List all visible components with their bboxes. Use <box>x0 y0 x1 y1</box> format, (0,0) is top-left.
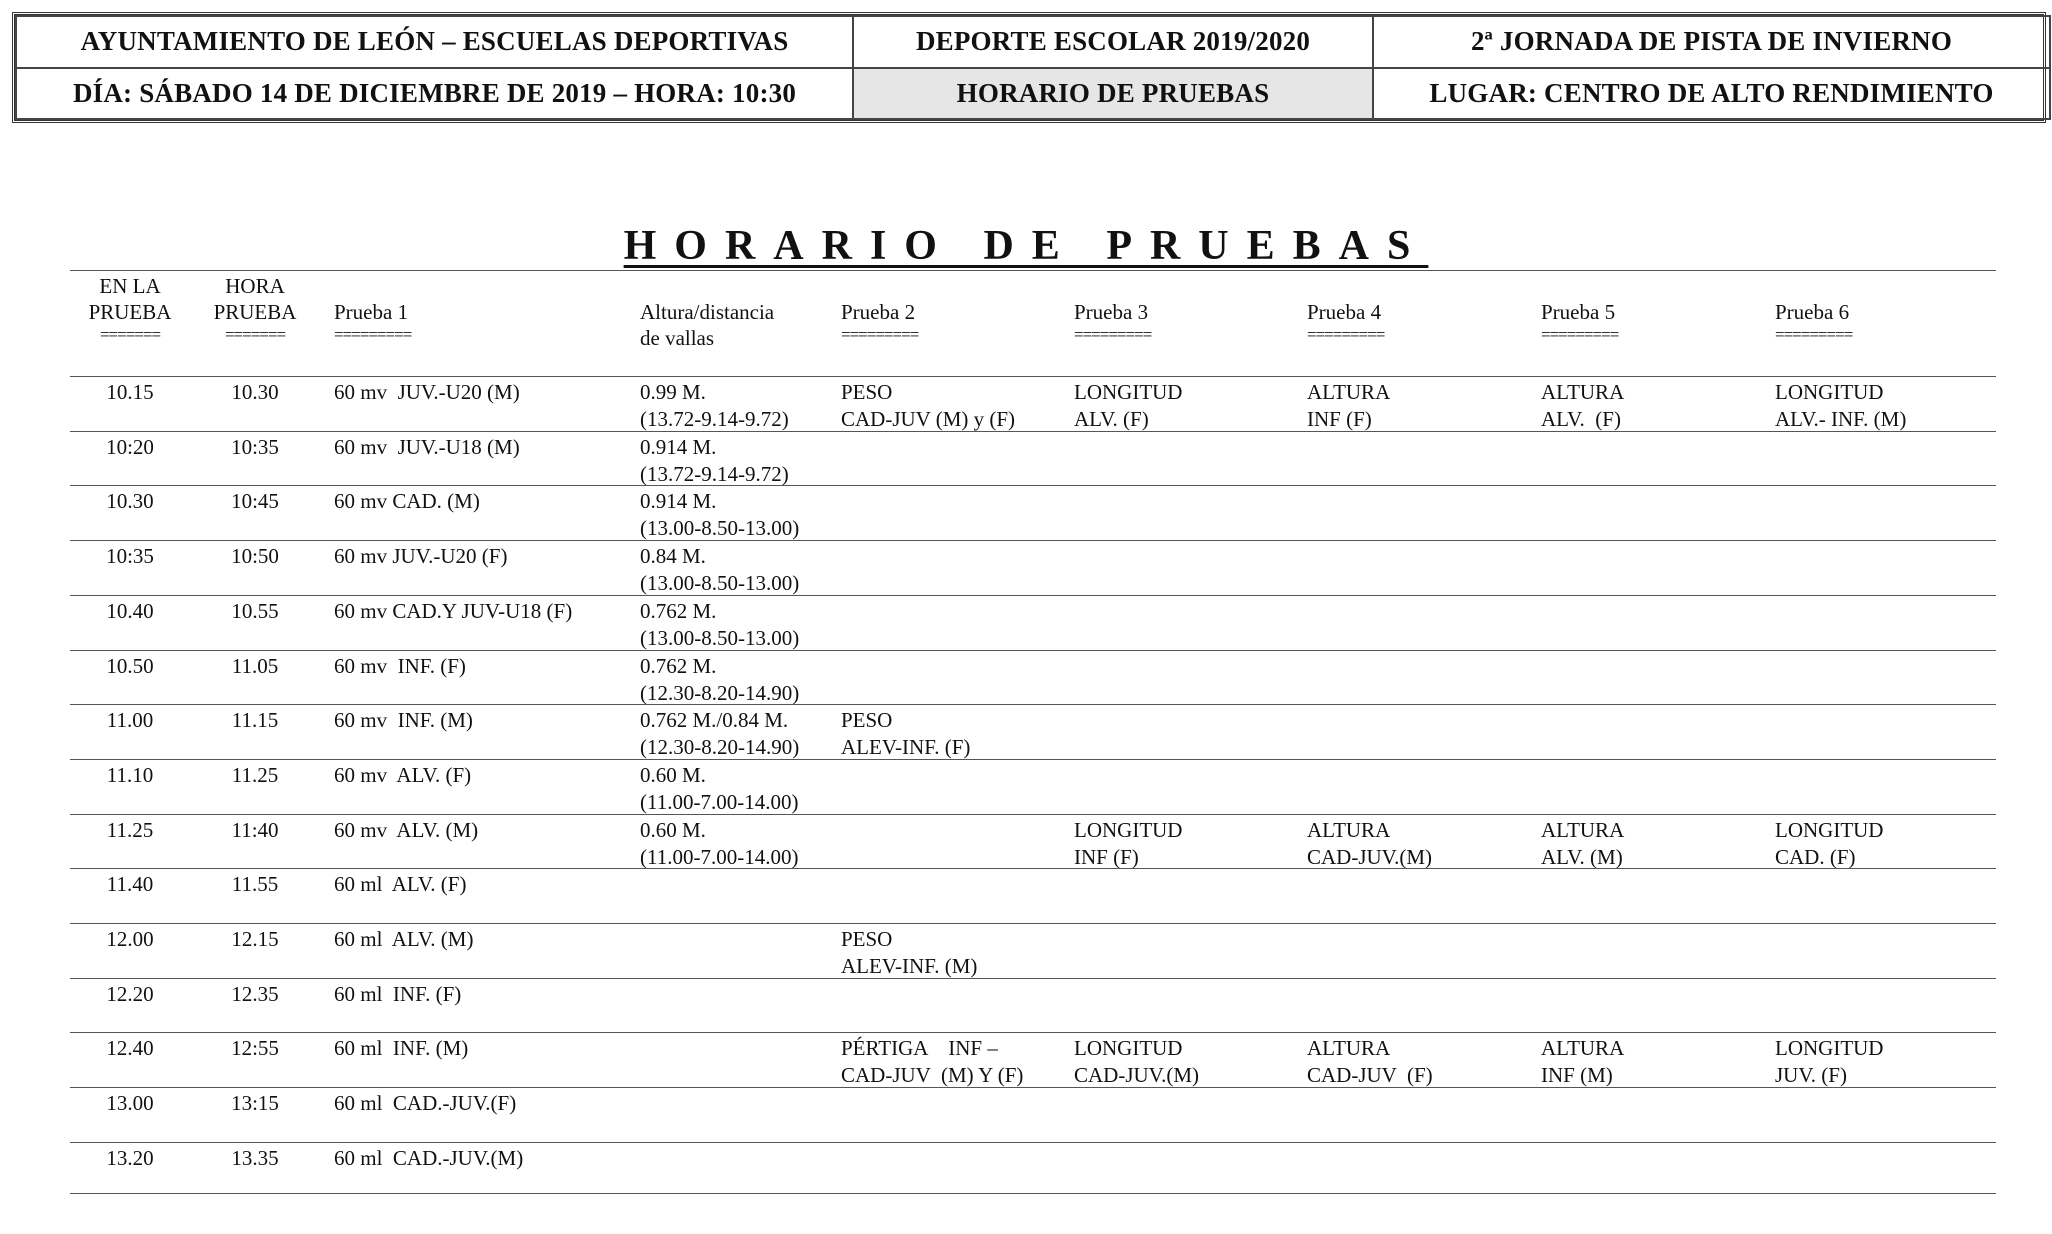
prueba2-line: PÉRTIGA INF – <box>841 1036 998 1061</box>
event-time-cell: 13.35 <box>231 1145 279 1170</box>
prueba2-line: ALEV-INF. (F) <box>841 735 971 760</box>
prueba2-cell <box>841 707 970 761</box>
hurdle-spec-line: (11.00-7.00-14.00) <box>640 844 799 869</box>
header-organization: AYUNTAMIENTO DE LEÓN – ESCUELAS DEPORTIVAS <box>16 16 853 68</box>
column-header-prueba1: Prueba 1 ========= <box>334 300 412 344</box>
hurdle-spec-line: 0.914 M. <box>640 489 717 514</box>
hurdle-spec-line: (12.30-8.20-14.90) <box>640 680 800 705</box>
hurdle-spec-cell <box>640 707 799 761</box>
prueba1-cell: 60 ml CAD.-JUV.(M) <box>334 1145 524 1170</box>
event-time-cell: 11.15 <box>231 708 279 733</box>
divider <box>70 270 1996 271</box>
prueba1-cell: 60 ml ALV. (F) <box>334 872 467 897</box>
header-schedule-label: HORARIO DE PRUEBAS <box>853 68 1373 120</box>
start-time-cell: 10:35 <box>106 544 154 569</box>
table-row <box>70 595 1996 650</box>
start-time-cell: 13.20 <box>106 1145 154 1170</box>
prueba4-cell <box>1307 817 1432 871</box>
prueba1-cell: 60 mv JUV.-U20 (M) <box>334 380 520 404</box>
event-time-cell: 12:55 <box>231 1036 279 1061</box>
prueba5-line: ALV. (F) <box>1541 407 1621 431</box>
prueba2-line: PESO <box>841 708 893 733</box>
hurdle-spec-line: (13.00-8.50-13.00) <box>640 625 800 650</box>
start-time-cell: 11.00 <box>106 708 154 733</box>
hurdle-spec-line: 0.60 M. <box>640 817 706 842</box>
hurdle-spec-line: 0.84 M. <box>640 544 706 569</box>
prueba5-line: INF (M) <box>1541 1063 1613 1088</box>
hurdle-spec-cell <box>640 379 789 433</box>
hurdle-spec-line: 0.99 M. <box>640 380 706 404</box>
hurdle-spec-line: (13.00-8.50-13.00) <box>640 571 800 596</box>
header-table <box>15 15 2051 120</box>
hurdle-spec-line: 0.762 M./0.84 M. <box>640 708 789 733</box>
prueba5-cell <box>1541 817 1624 871</box>
prueba1-cell: 60 ml INF. (F) <box>334 981 462 1006</box>
prueba5-line: ALTURA <box>1541 380 1625 404</box>
prueba6-line: LONGITUD <box>1775 817 1884 842</box>
prueba5-cell <box>1541 1035 1624 1089</box>
prueba3-line: LONGITUD <box>1074 817 1183 842</box>
prueba2-line: PESO <box>841 927 893 951</box>
prueba6-cell <box>1775 817 1883 871</box>
event-time-cell: 12.15 <box>231 927 279 951</box>
prueba6-line: CAD. (F) <box>1775 844 1856 869</box>
prueba4-line: ALTURA <box>1307 1036 1391 1061</box>
start-time-cell: 12.40 <box>106 1036 154 1061</box>
start-time-cell: 13.00 <box>106 1091 154 1116</box>
prueba1-cell: 60 mv ALV. (M) <box>334 817 479 842</box>
prueba3-line: LONGITUD <box>1074 1036 1183 1061</box>
start-time-cell: 11.10 <box>106 762 154 787</box>
column-header-prueba4: Prueba 4 ========= <box>1307 300 1385 344</box>
event-time-cell: 10:50 <box>231 544 279 569</box>
table-row <box>70 814 1996 869</box>
page-title: HORARIO DE PRUEBAS <box>623 223 1429 269</box>
prueba4-cell <box>1307 1035 1433 1089</box>
prueba2-cell <box>841 379 1015 433</box>
prueba5-line: ALTURA <box>1541 817 1625 842</box>
header-season: DEPORTE ESCOLAR 2019/2020 <box>853 16 1373 68</box>
table-row <box>70 650 1996 705</box>
start-time-cell: 10:20 <box>106 434 154 459</box>
prueba6-cell <box>1775 379 1906 433</box>
event-time-cell: 10.55 <box>231 598 279 623</box>
table-row <box>70 1142 1996 1197</box>
prueba6-line: ALV.- INF. (M) <box>1775 407 1907 431</box>
prueba3-line: ALV. (F) <box>1074 407 1149 431</box>
hurdle-spec-line: 0.60 M. <box>640 762 706 787</box>
prueba1-cell: 60 mv CAD.Y JUV-U18 (F) <box>334 598 573 623</box>
table-row <box>70 978 1996 1033</box>
prueba4-line: ALTURA <box>1307 817 1391 842</box>
start-time-cell: 10.30 <box>106 489 154 514</box>
prueba4-line: CAD-JUV.(M) <box>1307 844 1433 869</box>
event-time-cell: 11.05 <box>231 653 279 678</box>
prueba3-cell <box>1074 1035 1199 1089</box>
hurdle-spec-cell <box>640 434 789 488</box>
event-time-cell: 10:35 <box>231 434 279 459</box>
event-time-cell: 11.25 <box>231 762 279 787</box>
table-row <box>70 1032 1996 1087</box>
hurdle-spec-line: 0.762 M. <box>640 653 717 678</box>
column-header-hora-prueba: HORA PRUEBA ======= <box>213 274 297 344</box>
prueba4-line: CAD-JUV (F) <box>1307 1063 1433 1088</box>
table-row <box>70 485 1996 540</box>
prueba1-cell: 60 mv JUV.-U18 (M) <box>334 434 520 459</box>
hurdle-spec-line: (13.72-9.14-9.72) <box>640 461 789 486</box>
table-row <box>70 759 1996 814</box>
prueba6-line: JUV. (F) <box>1775 1063 1847 1088</box>
start-time-cell: 11.25 <box>106 817 154 842</box>
prueba1-cell: 60 ml CAD.-JUV.(F) <box>334 1091 517 1116</box>
start-time-cell: 10.50 <box>106 653 154 678</box>
header-date-time: DÍA: SÁBADO 14 DE DICIEMBRE DE 2019 – HORA: 10:30 <box>16 68 853 120</box>
event-time-cell: 13:15 <box>231 1091 279 1116</box>
event-time-cell: 11.55 <box>231 872 279 897</box>
prueba6-line: LONGITUD <box>1775 1036 1884 1061</box>
start-time-cell: 11.40 <box>106 872 154 897</box>
prueba3-line: LONGITUD <box>1074 380 1183 404</box>
start-time-cell: 12.00 <box>106 927 154 951</box>
start-time-cell: 10.15 <box>106 380 154 404</box>
start-time-cell: 12.20 <box>106 981 154 1006</box>
prueba1-cell: 60 mv INF. (F) <box>334 653 466 678</box>
prueba3-line: CAD-JUV.(M) <box>1074 1063 1200 1088</box>
prueba1-cell: 60 ml INF. (M) <box>334 1036 469 1061</box>
column-header-prueba3: Prueba 3 ========= <box>1074 300 1152 344</box>
prueba5-line: ALV. (M) <box>1541 844 1623 869</box>
prueba1-cell: 60 mv CAD. (M) <box>334 489 480 514</box>
event-time-cell: 10.30 <box>231 380 279 404</box>
prueba4-line: ALTURA <box>1307 380 1391 404</box>
column-header-altura: Altura/distancia de vallas <box>640 300 775 350</box>
hurdle-spec-line: (11.00-7.00-14.00) <box>640 789 799 814</box>
prueba1-cell: 60 ml ALV. (M) <box>334 927 474 951</box>
event-time-cell: 11:40 <box>231 817 279 842</box>
prueba2-line: ALEV-INF. (M) <box>841 954 978 978</box>
hurdle-spec-cell <box>640 653 799 707</box>
table-row <box>70 540 1996 595</box>
prueba6-line: LONGITUD <box>1775 380 1884 404</box>
prueba5-cell <box>1541 379 1624 433</box>
table-row <box>70 868 1996 923</box>
start-time-cell: 10.40 <box>106 598 154 623</box>
prueba2-cell <box>841 926 977 980</box>
hurdle-spec-line: (13.72-9.14-9.72) <box>640 407 789 431</box>
event-time-cell: 10:45 <box>231 489 279 514</box>
hurdle-spec-cell <box>640 598 799 652</box>
table-row <box>70 376 1996 431</box>
prueba1-cell: 60 mv INF. (M) <box>334 708 473 733</box>
column-header-en-la-prueba: EN LA PRUEBA ======= <box>88 274 172 344</box>
prueba4-cell <box>1307 379 1390 433</box>
prueba1-cell: 60 mv JUV.-U20 (F) <box>334 544 508 569</box>
column-header-prueba6: Prueba 6 ========= <box>1775 300 1853 344</box>
column-header-prueba2: Prueba 2 ========= <box>841 300 919 344</box>
hurdle-spec-line: 0.914 M. <box>640 434 717 459</box>
table-row <box>70 431 1996 486</box>
prueba2-line: PESO <box>841 380 893 404</box>
header-box <box>12 12 2046 123</box>
prueba3-line: INF (F) <box>1074 844 1139 869</box>
prueba3-cell <box>1074 379 1182 433</box>
header-event: 2ª JORNADA DE PISTA DE INVIERNO <box>1373 16 2050 68</box>
hurdle-spec-cell <box>640 543 799 597</box>
prueba5-line: ALTURA <box>1541 1036 1625 1061</box>
header-location: LUGAR: CENTRO DE ALTO RENDIMIENTO <box>1373 68 2050 120</box>
hurdle-spec-line: (13.00-8.50-13.00) <box>640 516 800 541</box>
hurdle-spec-cell <box>640 488 799 542</box>
prueba1-cell: 60 mv ALV. (F) <box>334 762 472 787</box>
hurdle-spec-cell <box>640 817 798 871</box>
column-header-prueba5: Prueba 5 ========= <box>1541 300 1619 344</box>
table-row <box>70 923 1996 978</box>
table-row <box>70 1087 1996 1142</box>
hurdle-spec-line: 0.762 M. <box>640 598 717 623</box>
prueba2-line: CAD-JUV (M) y (F) <box>841 407 1016 431</box>
event-time-cell: 12.35 <box>231 981 279 1006</box>
prueba2-cell <box>841 1035 1023 1089</box>
hurdle-spec-line: (12.30-8.20-14.90) <box>640 735 800 760</box>
divider <box>70 1193 1996 1194</box>
prueba4-line: INF (F) <box>1307 407 1372 431</box>
prueba3-cell <box>1074 817 1182 871</box>
hurdle-spec-cell <box>640 762 798 816</box>
prueba2-line: CAD-JUV (M) Y (F) <box>841 1063 1024 1088</box>
prueba6-cell <box>1775 1035 1883 1089</box>
table-row <box>70 704 1996 759</box>
